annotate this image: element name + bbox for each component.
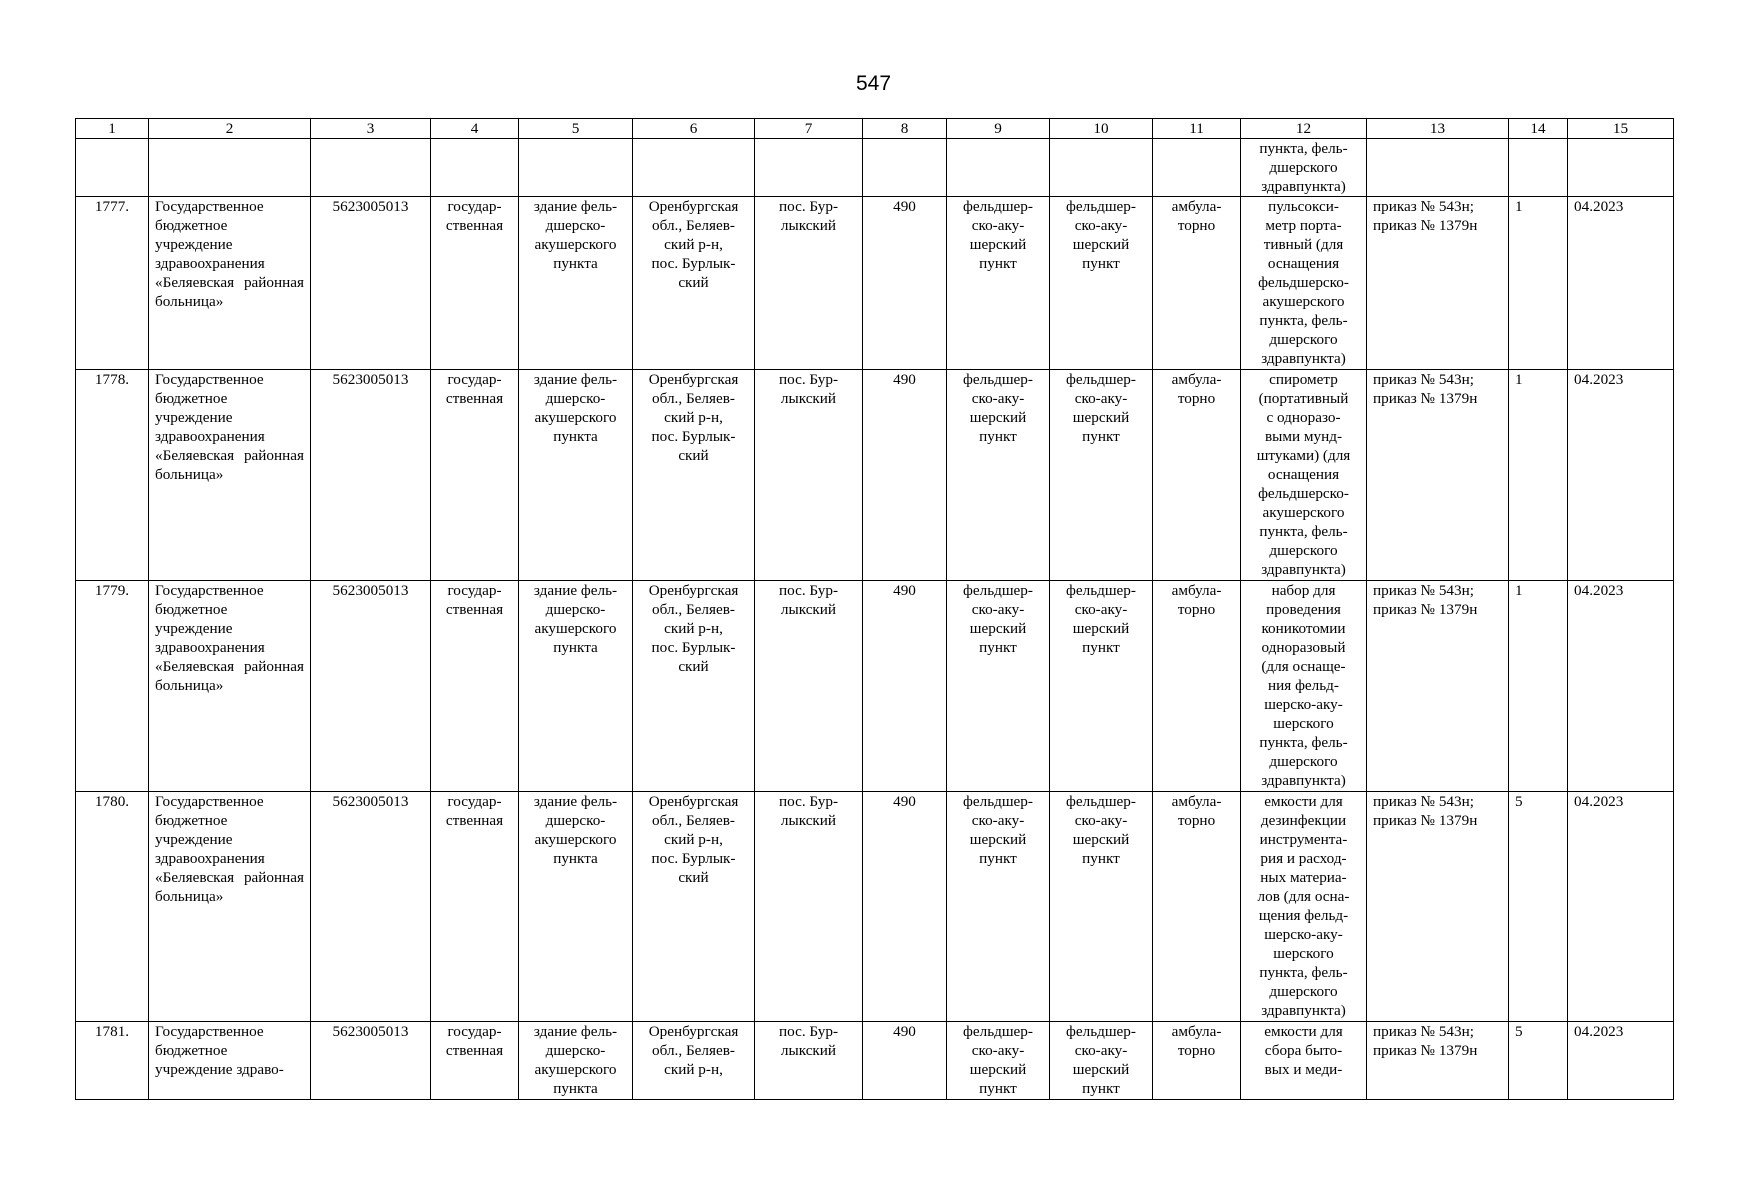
facility-type-cell: фельдшер- ско-аку- шерский пункт [947,370,1050,581]
registry-table [75,118,1674,1100]
inn-cell: 5623005013 [311,1022,431,1100]
ownership-cell: государ- ственная [431,197,519,370]
column-header: 2 [149,119,311,139]
facility-type-cell: фельдшер- ско-аку- шерский пункт [947,1022,1050,1100]
column-header: 11 [1153,119,1241,139]
care-type-cell: амбула- торно [1153,792,1241,1022]
column-header: 1 [76,119,149,139]
code-cell: 490 [863,581,947,792]
quantity-cell: 1 [1509,581,1568,792]
object-cell: здание фель- дшерско- акушерского пункта [519,197,633,370]
table-row [76,370,1674,581]
row-number: 1778. [76,370,149,581]
code-cell: 490 [863,370,947,581]
date-cell: 04.2023 [1568,370,1674,581]
address-cell: Оренбургская обл., Беляев- ский р-н, пос. Бурлык- ский [633,581,755,792]
address-cell: Оренбургская обл., Беляев- ский р-н, пос. Бурлык- ский [633,370,755,581]
column-header: 3 [311,119,431,139]
column-header: 7 [755,119,863,139]
table-row [76,197,1674,370]
orders-cell: приказ № 543н; приказ № 1379н [1367,370,1509,581]
column-header: 10 [1050,119,1153,139]
date-cell: 04.2023 [1568,1022,1674,1100]
code-cell: 490 [863,1022,947,1100]
date-cell: 04.2023 [1568,197,1674,370]
inn-cell: 5623005013 [311,370,431,581]
object-cell: здание фель- дшерско- акушерского пункта [519,1022,633,1100]
column-header: 14 [1509,119,1568,139]
object-cell: здание фель- дшерско- акушерского пункта [519,792,633,1022]
care-type-cell: амбула- торно [1153,581,1241,792]
quantity-cell: 5 [1509,1022,1568,1100]
orders-cell: приказ № 543н; приказ № 1379н [1367,197,1509,370]
row-number: 1779. [76,581,149,792]
facility-subtype-cell: фельдшер- ско-аку- шерский пункт [1050,1022,1153,1100]
page-number: 547 [855,72,892,95]
care-type-cell: амбула- торно [1153,197,1241,370]
settlement-cell: пос. Бур- лыкский [755,581,863,792]
organization-cell: Государственное бюджетное учреждение здраво- [149,1022,311,1100]
care-type-cell: амбула- торно [1153,370,1241,581]
ownership-cell: государ- ственная [431,1022,519,1100]
address-cell: Оренбургская обл., Беляев- ский р-н, пос. Бурлык- ский [633,197,755,370]
quantity-cell: 5 [1509,792,1568,1022]
column-header: 12 [1241,119,1367,139]
equipment-cell: пульсокси- метр порта- тивный (для оснащения фельдшерско- акушерского пункта, фель- дшерского здравпункта) [1241,197,1367,370]
ownership-cell: государ- ственная [431,370,519,581]
equipment-cell: спирометр (портативный с одноразо- выми мунд- штуками) (для оснащения фельдшерско- акушерского пункта, фель- дшерского здравпункта) [1241,370,1367,581]
inn-cell: 5623005013 [311,581,431,792]
table-row [76,1022,1674,1100]
facility-subtype-cell: фельдшер- ско-аку- шерский пункт [1050,581,1153,792]
equipment-cell: набор для проведения коникотомии одноразовый (для оснаще- ния фельд- шерско-аку- шерского пункта, фель- дшерского здравпункта) [1241,581,1367,792]
settlement-cell: пос. Бур- лыкский [755,197,863,370]
facility-type-cell: фельдшер- ско-аку- шерский пункт [947,197,1050,370]
code-cell: 490 [863,197,947,370]
settlement-cell: пос. Бур- лыкский [755,1022,863,1100]
table-row [76,792,1674,1022]
ownership-cell: государ- ственная [431,792,519,1022]
facility-subtype-cell: фельдшер- ско-аку- шерский пункт [1050,370,1153,581]
settlement-cell: пос. Бур- лыкский [755,792,863,1022]
equipment-cell: емкости для сбора быто- вых и меди- [1241,1022,1367,1100]
organization-cell: Государственное бюджетное учреждение здравоохранения «Беляевская районная больница» [149,197,311,370]
address-cell: Оренбургская обл., Беляев- ский р-н, [633,1022,755,1100]
row-number: 1781. [76,1022,149,1100]
ownership-cell: государ- ственная [431,581,519,792]
column-header: 8 [863,119,947,139]
quantity-cell: 1 [1509,197,1568,370]
column-header: 13 [1367,119,1509,139]
continuation-row [76,139,1674,197]
address-cell: Оренбургская обл., Беляев- ский р-н, пос. Бурлык- ский [633,792,755,1022]
column-header: 6 [633,119,755,139]
orders-cell: приказ № 543н; приказ № 1379н [1367,1022,1509,1100]
row-number: 1777. [76,197,149,370]
inn-cell: 5623005013 [311,197,431,370]
organization-cell: Государственное бюджетное учреждение здравоохранения «Беляевская районная больница» [149,370,311,581]
date-cell: 04.2023 [1568,581,1674,792]
organization-cell: Государственное бюджетное учреждение здравоохранения «Беляевская районная больница» [149,792,311,1022]
row-number: 1780. [76,792,149,1022]
orders-cell: приказ № 543н; приказ № 1379н [1367,792,1509,1022]
object-cell: здание фель- дшерско- акушерского пункта [519,581,633,792]
facility-type-cell: фельдшер- ско-аку- шерский пункт [947,581,1050,792]
column-header: 9 [947,119,1050,139]
facility-subtype-cell: фельдшер- ско-аку- шерский пункт [1050,792,1153,1022]
facility-type-cell: фельдшер- ско-аку- шерский пункт [947,792,1050,1022]
date-cell: 04.2023 [1568,792,1674,1022]
care-type-cell: амбула- торно [1153,1022,1241,1100]
object-cell: здание фель- дшерско- акушерского пункта [519,370,633,581]
facility-subtype-cell: фельдшер- ско-аку- шерский пункт [1050,197,1153,370]
settlement-cell: пос. Бур- лыкский [755,370,863,581]
table-row [76,581,1674,792]
quantity-cell: 1 [1509,370,1568,581]
inn-cell: 5623005013 [311,792,431,1022]
column-number-header-row [76,119,1674,139]
organization-cell: Государственное бюджетное учреждение здравоохранения «Беляевская районная больница» [149,581,311,792]
equipment-cell: емкости для дезинфекции инструмента- рия и расход- ных материа- лов (для осна- щения фельд- шерско-аку- шерского пункта, фель- дшерского здравпункта) [1241,792,1367,1022]
code-cell: 490 [863,792,947,1022]
equipment-cell: пункта, фель- дшерского здравпункта) [1241,139,1367,197]
column-header: 4 [431,119,519,139]
column-header: 5 [519,119,633,139]
column-header: 15 [1568,119,1674,139]
orders-cell: приказ № 543н; приказ № 1379н [1367,581,1509,792]
